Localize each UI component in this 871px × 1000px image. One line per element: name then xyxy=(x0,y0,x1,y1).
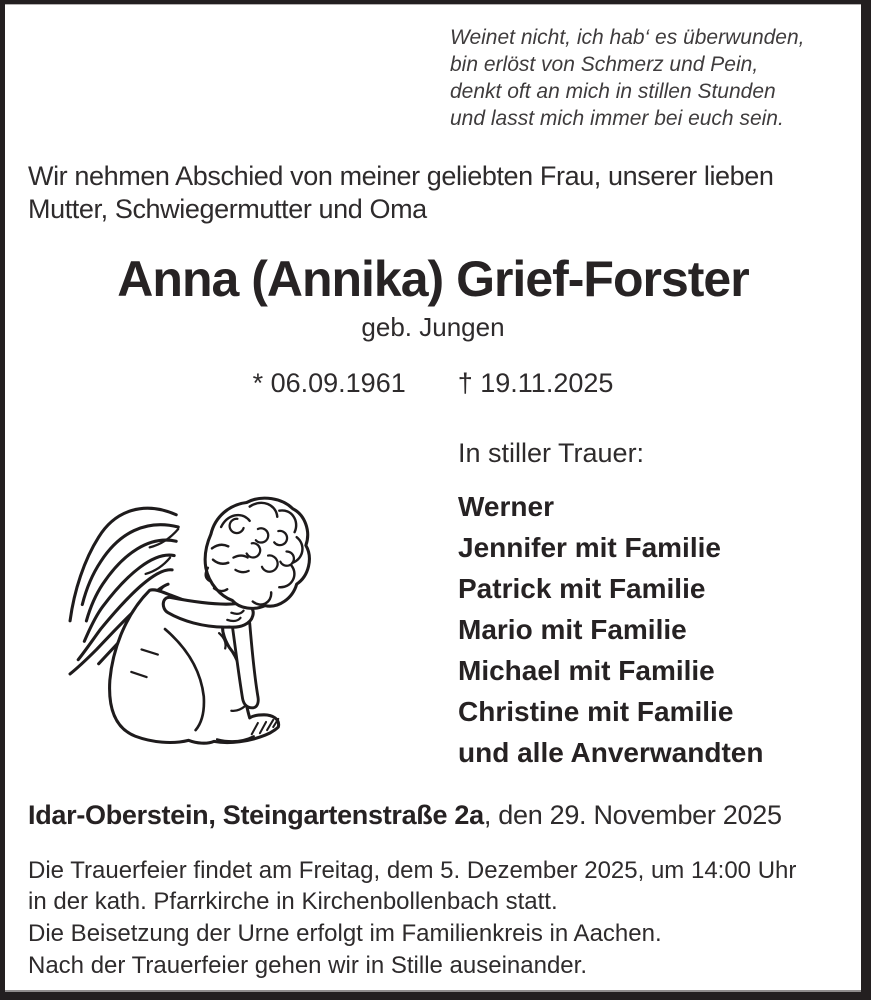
intro-line: Mutter, Schwiegermutter und Oma xyxy=(28,194,427,224)
poem-line: und lasst mich immer bei euch sein. xyxy=(450,107,784,130)
mourning-angel-cherub-drawing xyxy=(68,498,313,754)
farewell-intro xyxy=(28,160,774,226)
mourner-name: Christine mit Familie xyxy=(458,696,734,727)
angel-illustration xyxy=(68,498,313,754)
service-line: in der kath. Pfarrkirche in Kirchenbollenbach statt. xyxy=(28,888,558,915)
mourner-name: Werner xyxy=(458,491,554,522)
mourners-list xyxy=(458,486,763,773)
angel-head xyxy=(205,498,309,608)
service-line: Die Trauerfeier findet am Freitag, dem 5. Dezember 2025, um 14:00 Uhr xyxy=(28,857,797,884)
closing-info: Nach der Trauerfeier gehen wir in Stille auseinander. xyxy=(28,952,587,979)
mourning-label: In stiller Trauer: xyxy=(458,438,645,468)
service-info xyxy=(28,855,796,917)
poem-line: bin erlöst von Schmerz und Pein, xyxy=(450,53,759,76)
place-date-line xyxy=(28,800,782,831)
burial-info: Die Beisetzung der Urne erfolgt im Familienkreis in Aachen. xyxy=(28,920,662,947)
birth-date: * 06.09.1961 xyxy=(252,368,406,398)
memorial-poem xyxy=(450,24,805,132)
deceased-name: Anna (Annika) Grief-Forster xyxy=(117,251,749,307)
death-date: † 19.11.2025 xyxy=(457,368,614,398)
poem-line: Weinet nicht, ich hab‘ es überwunden, xyxy=(450,26,805,49)
poem-line: denkt oft an mich in stillen Stunden xyxy=(450,80,776,103)
maiden-name: geb. Jungen xyxy=(361,312,505,342)
mourner-name: Jennifer mit Familie xyxy=(458,532,721,563)
mourner-name: Mario mit Familie xyxy=(458,614,687,645)
intro-line: Wir nehmen Abschied von meiner geliebten Frau, unserer lieben xyxy=(28,161,774,191)
mourner-name: und alle Anverwandten xyxy=(458,737,764,768)
mourner-name: Patrick mit Familie xyxy=(458,573,706,604)
mourner-name: Michael mit Familie xyxy=(458,655,715,686)
address-bold: Idar-Oberstein, Steingartenstraße 2a xyxy=(28,800,484,830)
date-rest: , den 29. November 2025 xyxy=(483,800,782,830)
life-dates xyxy=(5,368,861,399)
